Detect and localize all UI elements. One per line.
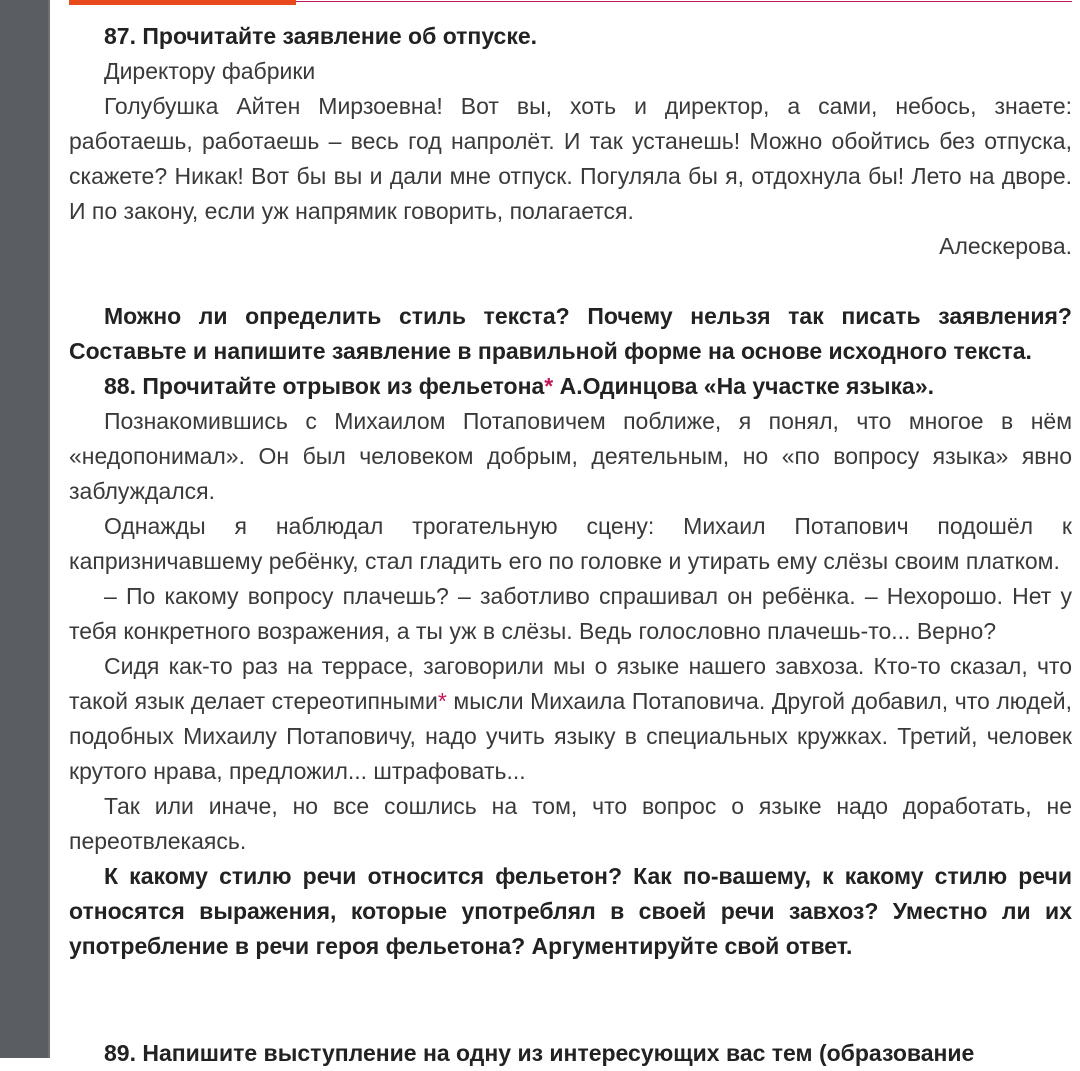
exercise-88-paragraph-1: Познакомившись с Михаилом Потаповичем поближе, я понял, что многое в нём «недопонимал». Он был человеком добрым, деятельным, но «по вопросу языка» явно заблуждался. — [69, 408, 1072, 504]
left-sidebar — [0, 0, 48, 1058]
exercise-88-paragraph-5: Так или иначе, но все сошлись на том, что вопрос о языке надо доработать, не переотвлекаясь. — [69, 793, 1072, 854]
spacer — [69, 264, 1072, 299]
exercise-87-addressee: Директору фабрики — [104, 58, 316, 84]
exercise-88-title-text: 88. Прочитайте отрывок из фельетона — [104, 373, 545, 399]
exercise-87-title: 87. Прочитайте заявление об отпуске. — [104, 23, 538, 49]
paragraph-4-text-b: мысли Михаила Потаповича. Другой добавил, что людей, подобных Михаилу Потаповичу, надо учить языку в специальных кружках. Третий, человек крутого нрава, предложил... штрафовать... — [69, 688, 1072, 784]
footnote-star: * — [437, 688, 447, 714]
exercise-87-signature: Алескерова. — [939, 233, 1072, 259]
textbook-page — [69, 19, 1072, 964]
footnote-star: * — [544, 373, 554, 399]
paragraph-4-text-a: Сидя как-то раз на террасе, заговорили мы о языке нашего завхоза. Кто-то сказал, что такой язык делает стереотипными — [69, 653, 1072, 714]
exercise-88-question: К какому стилю речи относится фельетон? Как по-вашему, к какому стилю речи относятся выражения, которые употреблял в своей речи завхоз? Уместно ли их употребление в речи героя фельетона? Аргументируйте свой ответ. — [69, 863, 1072, 959]
exercise-88-paragraph-3: – По какому вопросу плачешь? – заботливо спрашивал он ребёнка. – Нехорошо. Нет у тебя конкретного возражения, а ты уж в слёзы. Ведь голословно плачешь-то... Верно? — [69, 583, 1072, 644]
exercise-88-paragraph-2: Однажды я наблюдал трогательную сцену: Михаил Потапович подошёл к капризничавшему ребёнку, стал гладить его по головке и утирать ему слёзы своим платком. — [69, 513, 1072, 574]
exercise-88-paragraph-4 — [69, 649, 1072, 789]
top-accent-bar — [69, 0, 296, 5]
exercise-88-title — [69, 369, 1072, 404]
exercise-88-title-author: А.Одинцова «На участке языка». — [553, 373, 935, 399]
sidebar-edge — [48, 0, 50, 1058]
exercise-89-title-cut: 89. Напишите выступление на одну из интересующих вас тем (образование — [104, 1040, 975, 1066]
exercise-87-question: Можно ли определить стиль текста? Почему нельзя так писать заявления? Составьте и напишите заявление в правильной форме на основе исходного текста. — [69, 303, 1072, 364]
exercise-87-body: Голубушка Айтен Мирзоевна! Вот вы, хоть и директор, а сами, небось, знаете: работаешь, работаешь – весь год напролёт. И так устанешь! Можно обойтись без отпуска, скажете? Никак! Вот бы вы и дали мне отпуск. Погуляла бы я, отдохнула бы! Лето на дворе. И по закону, если уж напрямик говорить, полагается. — [69, 93, 1072, 224]
top-divider-line — [296, 1, 1072, 2]
